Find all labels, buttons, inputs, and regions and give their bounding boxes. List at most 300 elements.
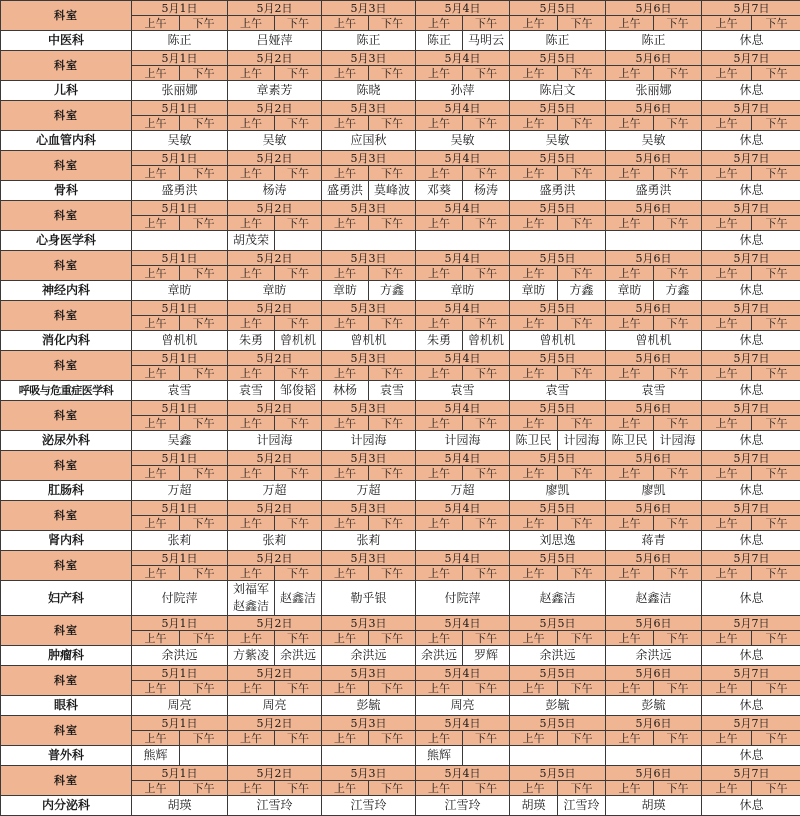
pm-header: 下午 (275, 566, 322, 581)
date-header: 5月5日 (510, 551, 606, 566)
pm-header: 下午 (369, 166, 416, 181)
rest-cell: 休息 (702, 231, 800, 251)
doctor-cell: 袁雪 (510, 381, 606, 401)
doctor-cell: 吴敏 (416, 131, 510, 151)
am-header: 上午 (606, 466, 654, 481)
kesi-header: 科室 (1, 766, 132, 796)
pm-header: 下午 (752, 16, 800, 31)
am-header: 上午 (702, 731, 752, 746)
pm-header: 下午 (654, 731, 702, 746)
date-header: 5月3日 (322, 1, 416, 16)
pm-header: 下午 (180, 781, 228, 796)
pm-header: 下午 (275, 516, 322, 531)
date-header: 5月6日 (606, 716, 702, 731)
date-header: 5月7日 (702, 351, 800, 366)
doctor-cell: 张莉 (322, 531, 416, 551)
pm-header: 下午 (558, 66, 606, 81)
date-header: 5月1日 (132, 716, 228, 731)
kesi-header: 科室 (1, 351, 132, 381)
rest-cell: 休息 (702, 331, 800, 351)
am-header: 上午 (510, 66, 558, 81)
pm-header: 下午 (463, 266, 510, 281)
date-header: 5月4日 (416, 766, 510, 781)
am-header: 上午 (606, 16, 654, 31)
pm-header: 下午 (463, 466, 510, 481)
am-header: 上午 (132, 416, 180, 431)
date-header: 5月1日 (132, 51, 228, 66)
date-header: 5月3日 (322, 251, 416, 266)
am-header: 上午 (702, 681, 752, 696)
pm-header: 下午 (558, 631, 606, 646)
pm-header: 下午 (752, 266, 800, 281)
kesi-header: 科室 (1, 401, 132, 431)
date-header: 5月2日 (228, 666, 322, 681)
pm-header: 下午 (558, 366, 606, 381)
date-header: 5月2日 (228, 251, 322, 266)
date-header: 5月4日 (416, 666, 510, 681)
date-header: 5月1日 (132, 151, 228, 166)
pm-header: 下午 (558, 16, 606, 31)
pm-header: 下午 (369, 16, 416, 31)
am-header: 上午 (702, 316, 752, 331)
am-header: 上午 (322, 216, 369, 231)
date-header: 5月5日 (510, 101, 606, 116)
department-name: 肾内科 (1, 531, 132, 551)
pm-header: 下午 (463, 516, 510, 531)
pm-header: 下午 (463, 631, 510, 646)
date-header: 5月2日 (228, 551, 322, 566)
doctor-cell: 方鑫 (654, 281, 702, 301)
doctor-cell: 章昉 (132, 281, 228, 301)
department-name: 泌尿外科 (1, 431, 132, 451)
doctor-cell: 盛勇洪 (606, 181, 702, 201)
doctor-cell: 吴敏 (510, 131, 606, 151)
doctor-cell: 胡瑛 (132, 796, 228, 816)
doctor-cell: 吕娅萍 (228, 31, 322, 51)
date-header: 5月5日 (510, 351, 606, 366)
doctor-cell: 刘福军 赵鑫洁 (228, 581, 275, 616)
kesi-header: 科室 (1, 616, 132, 646)
am-header: 上午 (132, 16, 180, 31)
doctor-cell: 章昉 (228, 281, 322, 301)
doctor-cell: 廖凯 (510, 481, 606, 501)
doctor-cell (606, 231, 702, 251)
doctor-cell: 吴敏 (228, 131, 322, 151)
am-header: 上午 (416, 216, 463, 231)
am-header: 上午 (228, 731, 275, 746)
date-header: 5月6日 (606, 301, 702, 316)
date-header: 5月4日 (416, 151, 510, 166)
doctor-cell: 余洪远 (510, 646, 606, 666)
pm-header: 下午 (369, 466, 416, 481)
doctor-cell: 赵鑫洁 (275, 581, 322, 616)
doctor-cell: 曾机机 (132, 331, 228, 351)
am-header: 上午 (606, 416, 654, 431)
date-header: 5月3日 (322, 401, 416, 416)
date-header: 5月1日 (132, 1, 228, 16)
am-header: 上午 (606, 631, 654, 646)
rest-cell: 休息 (702, 181, 800, 201)
department-row (1, 431, 800, 451)
pm-header: 下午 (463, 366, 510, 381)
doctor-cell: 杨涛 (463, 181, 510, 201)
pm-header: 下午 (558, 781, 606, 796)
date-header: 5月2日 (228, 1, 322, 16)
doctor-cell: 计园海 (322, 431, 416, 451)
date-header: 5月4日 (416, 1, 510, 16)
date-header: 5月3日 (322, 151, 416, 166)
doctor-cell: 朱勇 (228, 331, 275, 351)
doctor-cell (416, 231, 510, 251)
pm-header: 下午 (275, 116, 322, 131)
date-header: 5月1日 (132, 201, 228, 216)
date-header: 5月6日 (606, 351, 702, 366)
department-name: 普外科 (1, 746, 132, 766)
pm-header: 下午 (752, 781, 800, 796)
doctor-cell: 曾机机 (322, 331, 416, 351)
am-header: 上午 (228, 516, 275, 531)
doctor-cell: 陈正 (132, 31, 228, 51)
doctor-cell (275, 231, 322, 251)
doctor-cell: 吴敏 (606, 131, 702, 151)
am-header: 上午 (416, 416, 463, 431)
doctor-cell: 江雪玲 (322, 796, 416, 816)
doctor-cell: 计园海 (416, 431, 510, 451)
pm-header: 下午 (369, 781, 416, 796)
pm-header: 下午 (654, 316, 702, 331)
am-header: 上午 (606, 516, 654, 531)
date-header: 5月2日 (228, 351, 322, 366)
doctor-cell: 万超 (132, 481, 228, 501)
pm-header: 下午 (275, 366, 322, 381)
pm-header: 下午 (654, 116, 702, 131)
am-header: 上午 (702, 566, 752, 581)
am-header: 上午 (228, 266, 275, 281)
am-header: 上午 (322, 116, 369, 131)
date-header: 5月3日 (322, 551, 416, 566)
am-header: 上午 (132, 216, 180, 231)
am-header: 上午 (702, 631, 752, 646)
kesi-header: 科室 (1, 551, 132, 581)
doctor-cell: 章昉 (322, 281, 369, 301)
am-header: 上午 (228, 316, 275, 331)
rest-cell: 休息 (702, 746, 800, 766)
doctor-cell: 陈正 (322, 31, 416, 51)
date-header: 5月3日 (322, 666, 416, 681)
am-header: 上午 (132, 566, 180, 581)
header-date-row (1, 451, 800, 466)
pm-header: 下午 (752, 216, 800, 231)
kesi-header: 科室 (1, 101, 132, 131)
am-header: 上午 (606, 681, 654, 696)
rest-cell: 休息 (702, 581, 800, 616)
rest-cell: 休息 (702, 696, 800, 716)
date-header: 5月6日 (606, 666, 702, 681)
am-header: 上午 (510, 216, 558, 231)
department-name: 骨科 (1, 181, 132, 201)
department-name: 儿科 (1, 81, 132, 101)
pm-header: 下午 (275, 631, 322, 646)
date-header: 5月4日 (416, 201, 510, 216)
am-header: 上午 (132, 366, 180, 381)
am-header: 上午 (416, 366, 463, 381)
header-date-row (1, 501, 800, 516)
doctor-cell: 方鑫 (369, 281, 416, 301)
date-header: 5月6日 (606, 501, 702, 516)
date-header: 5月4日 (416, 551, 510, 566)
am-header: 上午 (606, 316, 654, 331)
doctor-cell: 蒋青 (606, 531, 702, 551)
date-header: 5月7日 (702, 766, 800, 781)
date-header: 5月1日 (132, 501, 228, 516)
am-header: 上午 (132, 731, 180, 746)
rest-cell: 休息 (702, 646, 800, 666)
am-header: 上午 (228, 166, 275, 181)
am-header: 上午 (228, 366, 275, 381)
kesi-header: 科室 (1, 151, 132, 181)
am-header: 上午 (228, 466, 275, 481)
header-date-row (1, 1, 800, 16)
header-date-row (1, 351, 800, 366)
pm-header: 下午 (369, 681, 416, 696)
pm-header: 下午 (558, 316, 606, 331)
date-header: 5月3日 (322, 51, 416, 66)
header-date-row (1, 151, 800, 166)
am-header: 上午 (702, 516, 752, 531)
doctor-cell: 廖凯 (606, 481, 702, 501)
doctor-cell: 熊辉 (132, 746, 180, 766)
department-name: 肿瘤科 (1, 646, 132, 666)
pm-header: 下午 (275, 781, 322, 796)
department-name: 妇产科 (1, 581, 132, 616)
doctor-cell (180, 746, 228, 766)
pm-header: 下午 (180, 366, 228, 381)
pm-header: 下午 (558, 166, 606, 181)
doctor-cell: 盛勇洪 (132, 181, 228, 201)
department-name: 心身医学科 (1, 231, 132, 251)
am-header: 上午 (132, 66, 180, 81)
department-name: 肛肠科 (1, 481, 132, 501)
doctor-cell: 杨涛 (228, 181, 322, 201)
pm-header: 下午 (558, 731, 606, 746)
am-header: 上午 (702, 266, 752, 281)
doctor-cell: 盛勇洪 (322, 181, 369, 201)
am-header: 上午 (228, 631, 275, 646)
department-row (1, 696, 800, 716)
date-header: 5月3日 (322, 766, 416, 781)
date-header: 5月6日 (606, 451, 702, 466)
date-header: 5月4日 (416, 501, 510, 516)
date-header: 5月6日 (606, 251, 702, 266)
kesi-header: 科室 (1, 1, 132, 31)
date-header: 5月2日 (228, 401, 322, 416)
pm-header: 下午 (752, 681, 800, 696)
am-header: 上午 (606, 781, 654, 796)
pm-header: 下午 (752, 731, 800, 746)
rest-cell: 休息 (702, 431, 800, 451)
doctor-cell: 万超 (416, 481, 510, 501)
am-header: 上午 (416, 781, 463, 796)
doctor-cell: 余洪远 (606, 646, 702, 666)
am-header: 上午 (322, 66, 369, 81)
date-header: 5月5日 (510, 401, 606, 416)
department-row (1, 381, 800, 401)
date-header: 5月2日 (228, 766, 322, 781)
pm-header: 下午 (558, 681, 606, 696)
date-header: 5月2日 (228, 616, 322, 631)
date-header: 5月1日 (132, 666, 228, 681)
doctor-cell: 袁雪 (228, 381, 275, 401)
am-header: 上午 (510, 681, 558, 696)
date-header: 5月7日 (702, 151, 800, 166)
date-header: 5月2日 (228, 201, 322, 216)
doctor-cell (132, 231, 228, 251)
date-header: 5月7日 (702, 616, 800, 631)
doctor-cell: 余洪远 (322, 646, 416, 666)
am-header: 上午 (606, 566, 654, 581)
pm-header: 下午 (752, 166, 800, 181)
doctor-cell: 应国秋 (322, 131, 416, 151)
doctor-cell: 胡茂荣 (228, 231, 275, 251)
doctor-cell: 周亮 (132, 696, 228, 716)
am-header: 上午 (702, 66, 752, 81)
am-header: 上午 (606, 366, 654, 381)
am-header: 上午 (322, 466, 369, 481)
am-header: 上午 (322, 631, 369, 646)
doctor-cell: 余洪远 (275, 646, 322, 666)
doctor-cell: 林杨 (322, 381, 369, 401)
kesi-header: 科室 (1, 51, 132, 81)
pm-header: 下午 (180, 466, 228, 481)
date-header: 5月7日 (702, 101, 800, 116)
pm-header: 下午 (369, 631, 416, 646)
am-header: 上午 (132, 781, 180, 796)
date-header: 5月6日 (606, 551, 702, 566)
date-header: 5月3日 (322, 716, 416, 731)
am-header: 上午 (702, 781, 752, 796)
doctor-cell: 周亮 (416, 696, 510, 716)
doctor-cell: 付院萍 (416, 581, 510, 616)
doctor-cell: 章素芳 (228, 81, 322, 101)
pm-header: 下午 (654, 681, 702, 696)
am-header: 上午 (416, 681, 463, 696)
pm-header: 下午 (558, 266, 606, 281)
doctor-cell: 计园海 (654, 431, 702, 451)
am-header: 上午 (510, 166, 558, 181)
department-row (1, 131, 800, 151)
pm-header: 下午 (654, 466, 702, 481)
pm-header: 下午 (369, 216, 416, 231)
doctor-cell: 万超 (228, 481, 322, 501)
doctor-cell: 邹俊韬 (275, 381, 322, 401)
rest-cell: 休息 (702, 131, 800, 151)
date-header: 5月4日 (416, 251, 510, 266)
pm-header: 下午 (463, 216, 510, 231)
doctor-cell: 曾机机 (606, 331, 702, 351)
pm-header: 下午 (654, 566, 702, 581)
department-name: 眼科 (1, 696, 132, 716)
pm-header: 下午 (180, 166, 228, 181)
pm-header: 下午 (275, 731, 322, 746)
pm-header: 下午 (558, 466, 606, 481)
am-header: 上午 (606, 66, 654, 81)
am-header: 上午 (702, 216, 752, 231)
date-header: 5月2日 (228, 151, 322, 166)
date-header: 5月7日 (702, 401, 800, 416)
header-date-row (1, 716, 800, 731)
pm-header: 下午 (463, 316, 510, 331)
department-row (1, 31, 800, 51)
am-header: 上午 (228, 416, 275, 431)
rest-cell: 休息 (702, 31, 800, 51)
date-header: 5月5日 (510, 251, 606, 266)
pm-header: 下午 (654, 366, 702, 381)
doctor-cell (322, 746, 416, 766)
date-header: 5月5日 (510, 201, 606, 216)
pm-header: 下午 (180, 66, 228, 81)
pm-header: 下午 (275, 681, 322, 696)
pm-header: 下午 (463, 731, 510, 746)
date-header: 5月5日 (510, 1, 606, 16)
pm-header: 下午 (180, 516, 228, 531)
doctor-cell: 罗辉 (463, 646, 510, 666)
doctor-cell: 陈晓 (322, 81, 416, 101)
kesi-header: 科室 (1, 451, 132, 481)
doctor-cell: 江雪玲 (416, 796, 510, 816)
doctor-cell: 江雪玲 (228, 796, 322, 816)
am-header: 上午 (322, 516, 369, 531)
doctor-cell: 孙萍 (416, 81, 510, 101)
kesi-header: 科室 (1, 716, 132, 746)
date-header: 5月7日 (702, 1, 800, 16)
date-header: 5月7日 (702, 201, 800, 216)
doctor-cell: 方紫凌 (228, 646, 275, 666)
pm-header: 下午 (752, 416, 800, 431)
am-header: 上午 (510, 731, 558, 746)
header-date-row (1, 616, 800, 631)
department-name: 心血管内科 (1, 131, 132, 151)
doctor-cell: 熊辉 (416, 746, 463, 766)
pm-header: 下午 (752, 66, 800, 81)
pm-header: 下午 (369, 316, 416, 331)
date-header: 5月1日 (132, 401, 228, 416)
header-date-row (1, 551, 800, 566)
pm-header: 下午 (369, 416, 416, 431)
pm-header: 下午 (180, 416, 228, 431)
doctor-cell: 曾机机 (463, 331, 510, 351)
date-header: 5月7日 (702, 51, 800, 66)
pm-header: 下午 (369, 266, 416, 281)
date-header: 5月6日 (606, 766, 702, 781)
date-header: 5月3日 (322, 351, 416, 366)
doctor-cell (322, 231, 416, 251)
header-date-row (1, 666, 800, 681)
pm-header: 下午 (369, 566, 416, 581)
department-name: 呼吸与危重症医学科 (1, 381, 132, 401)
header-date-row (1, 401, 800, 416)
doctor-cell: 付院萍 (132, 581, 228, 616)
am-header: 上午 (416, 731, 463, 746)
department-row (1, 331, 800, 351)
pm-header: 下午 (180, 681, 228, 696)
pm-header: 下午 (752, 631, 800, 646)
doctor-cell: 胡瑛 (510, 796, 558, 816)
date-header: 5月1日 (132, 451, 228, 466)
doctor-cell: 方鑫 (558, 281, 606, 301)
doctor-cell: 邓葵 (416, 181, 463, 201)
date-header: 5月2日 (228, 716, 322, 731)
am-header: 上午 (228, 681, 275, 696)
